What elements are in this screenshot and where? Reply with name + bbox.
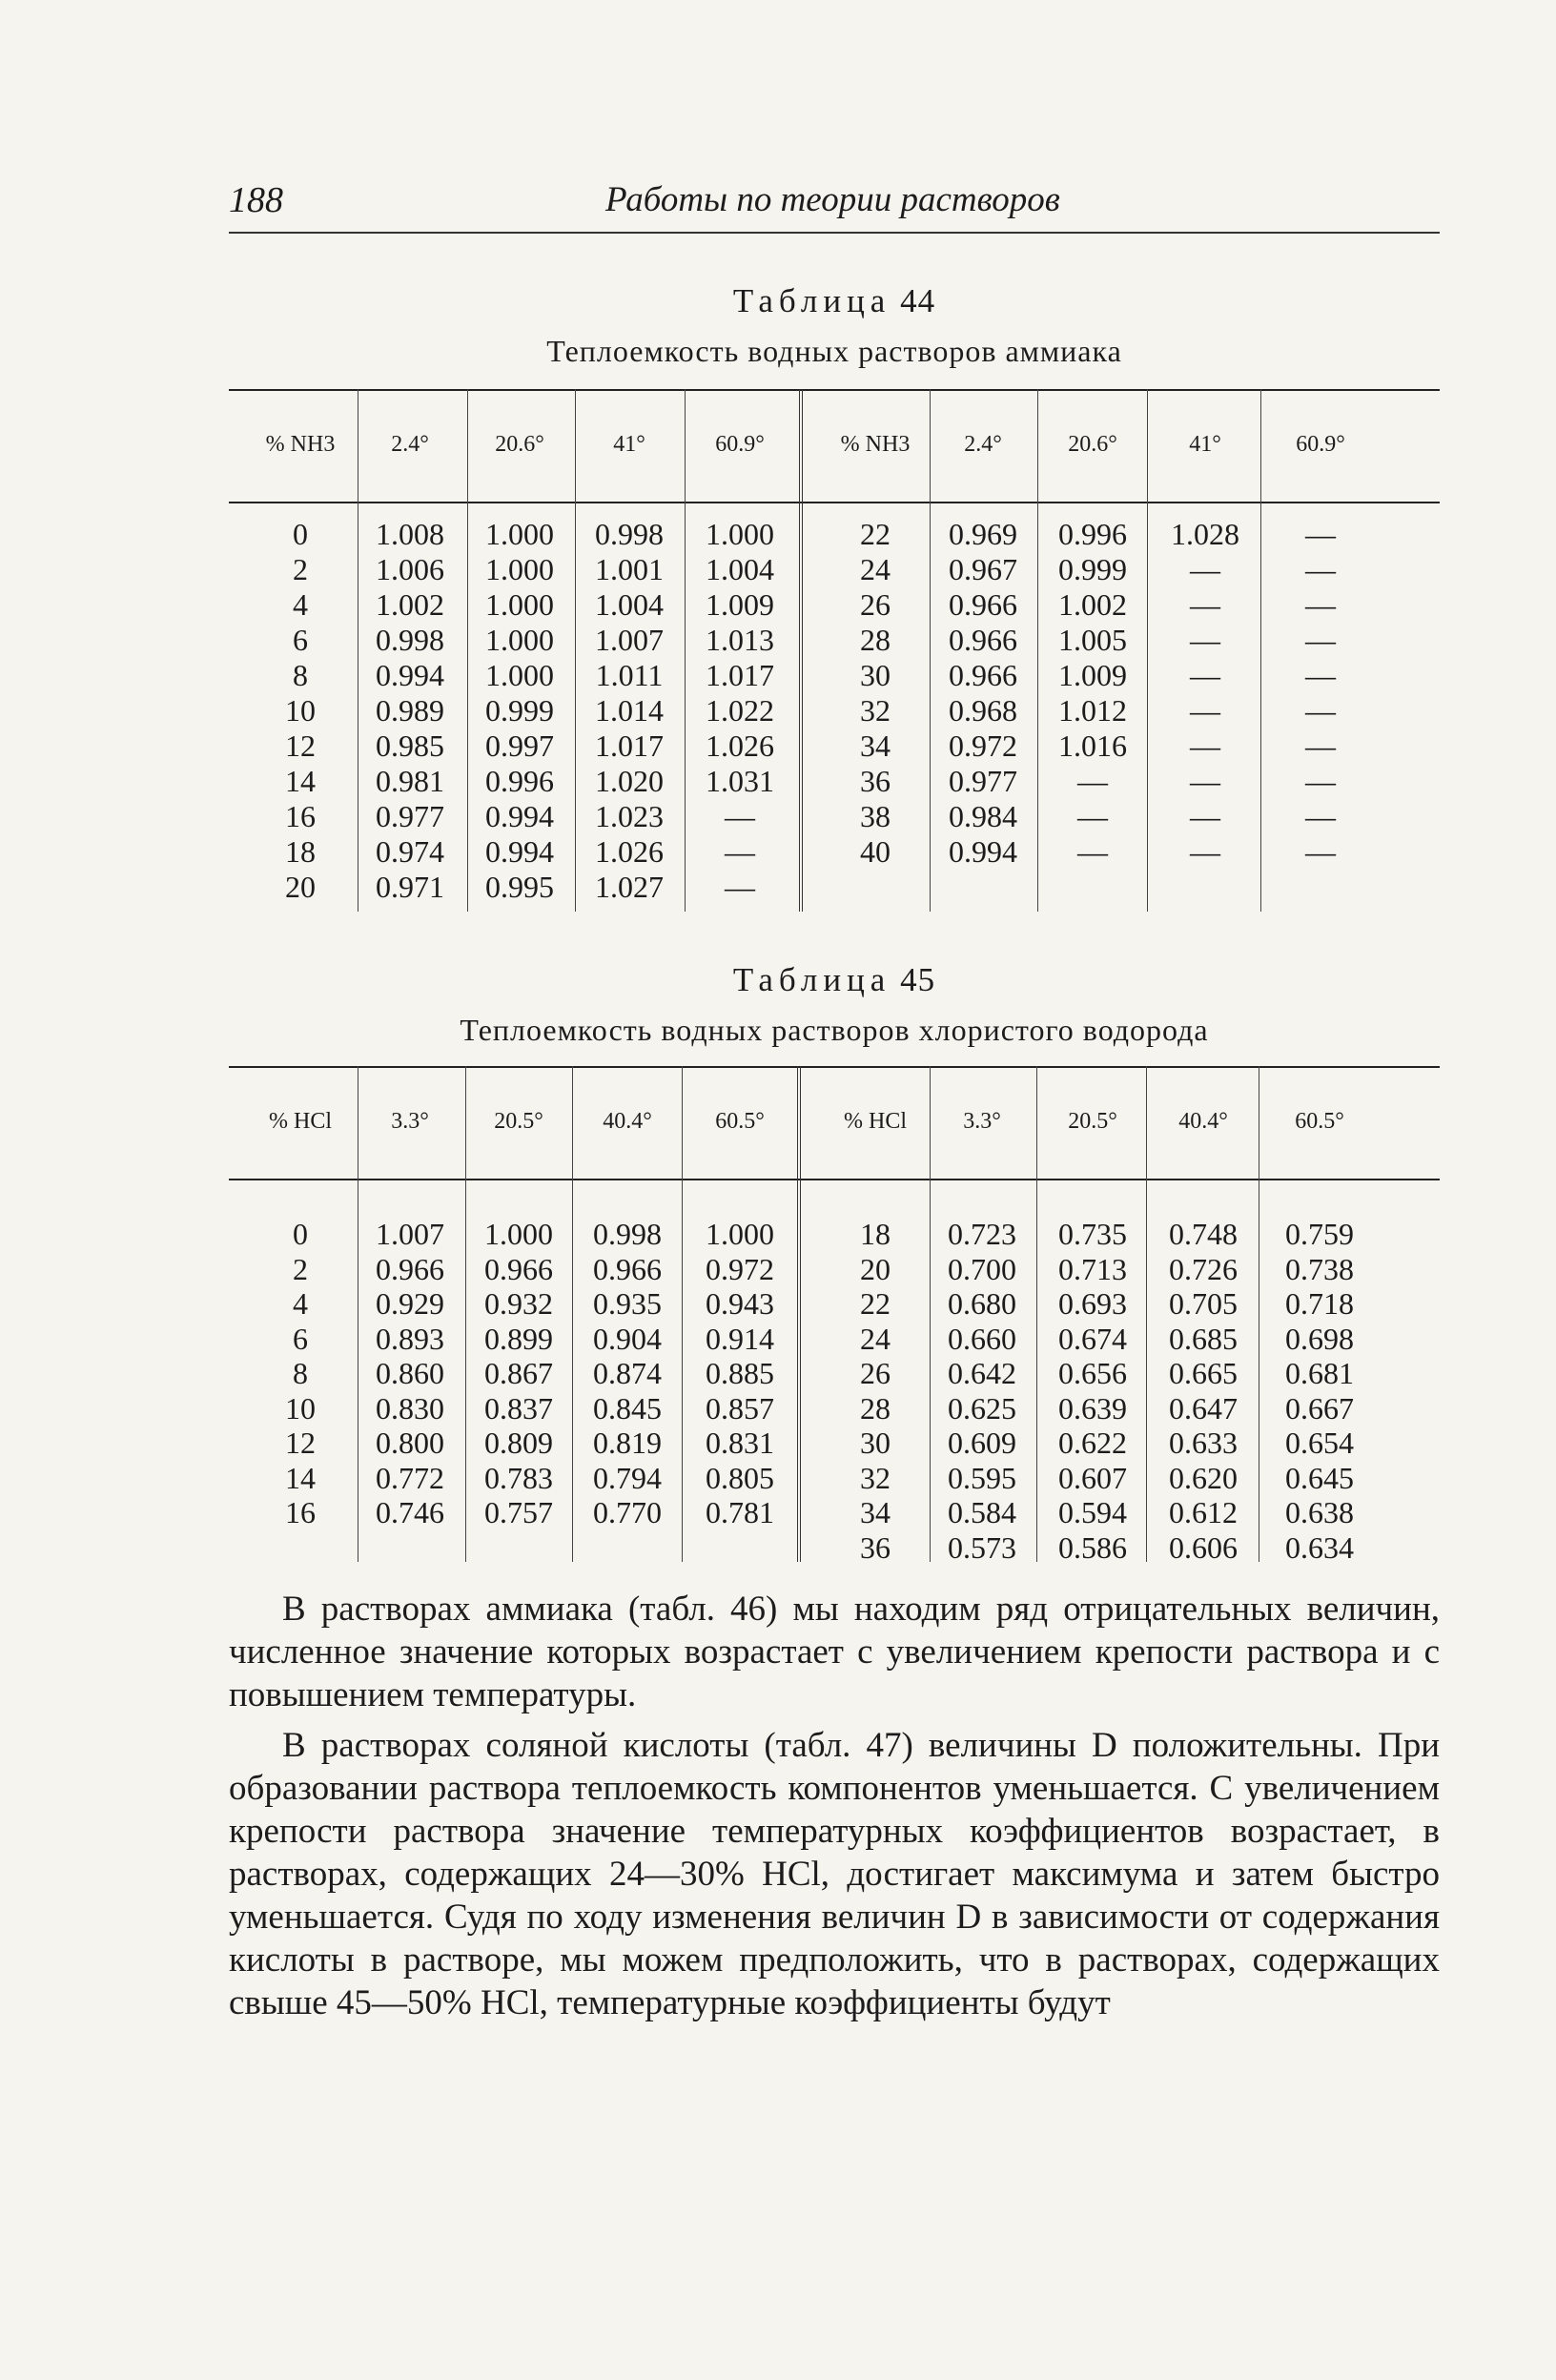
header-cell: 2.4° <box>964 432 1002 457</box>
table-cell: 1.011 <box>595 658 664 692</box>
table-cell: 0.584 <box>948 1495 1016 1529</box>
header-cell: 3.3° <box>391 1109 429 1134</box>
table-cell: 0.977 <box>949 764 1017 798</box>
table-cell: 0.642 <box>948 1356 1016 1390</box>
table-cell: — <box>1190 834 1220 869</box>
table-cell: 1.013 <box>706 623 774 657</box>
table-cell: 0.805 <box>706 1460 774 1495</box>
table-cell: 1.012 <box>1058 693 1127 728</box>
table-cell: — <box>1305 834 1336 869</box>
table-cell: — <box>1305 693 1336 728</box>
row-label: 18 <box>285 834 316 869</box>
table-cell: 0.999 <box>1058 552 1127 586</box>
table-cell: 0.700 <box>948 1251 1016 1286</box>
table-cell: 0.645 <box>1285 1460 1354 1495</box>
row-label: 12 <box>285 1426 316 1460</box>
table-cell: — <box>1190 693 1220 728</box>
table-cell: 0.639 <box>1058 1390 1127 1426</box>
paragraph-1: В растворах аммиака (табл. 46) мы находим ряд отрицательных величин, численное значение которых возрастает с увеличением крепости раствора и с повышением температуры. <box>229 1590 1440 1714</box>
table-44-caption-number: 44 <box>900 282 936 319</box>
table-cell: 1.016 <box>1058 728 1127 763</box>
table-cell: 0.654 <box>1285 1426 1354 1460</box>
row-label: 34 <box>860 728 891 763</box>
row-label: 8 <box>293 658 308 692</box>
table-44-caption <box>229 282 1440 320</box>
table-cell: 0.994 <box>485 799 554 833</box>
table-cell: 0.966 <box>376 1251 444 1286</box>
body-text <box>229 1588 1440 2032</box>
table-cell: 0.893 <box>376 1321 444 1356</box>
table-cell: 0.757 <box>484 1495 553 1529</box>
table-cell: 0.647 <box>1169 1390 1238 1426</box>
table-45-caption-number: 45 <box>900 961 936 998</box>
table-44-subtitle: Теплоемкость водных растворов аммиака <box>546 334 1122 368</box>
table-cell: 1.007 <box>376 1217 444 1251</box>
header-cell: 60.5° <box>715 1109 765 1134</box>
table-cell: 0.977 <box>376 799 444 833</box>
table-cell: 0.845 <box>593 1390 662 1426</box>
row-label: 14 <box>285 1460 316 1495</box>
row-label: 2 <box>293 552 308 586</box>
table-cell: 0.809 <box>484 1426 553 1460</box>
row-label: 2 <box>293 1251 308 1286</box>
table-cell: 0.943 <box>706 1286 774 1321</box>
table-cell: 1.023 <box>595 799 664 833</box>
header-cell: 41° <box>1189 432 1221 457</box>
table-cell: 1.028 <box>1171 517 1239 551</box>
table-cell: 0.966 <box>949 587 1017 622</box>
header-cell: 20.6° <box>1068 432 1117 457</box>
table-cell: 0.800 <box>376 1426 444 1460</box>
table-45-subtitle: Теплоемкость водных растворов хлористого водорода <box>460 1013 1209 1047</box>
table-cell: 0.995 <box>485 870 554 904</box>
table-cell: 0.681 <box>1285 1356 1354 1390</box>
table-cell: 0.667 <box>1285 1390 1354 1426</box>
table-cell: 0.622 <box>1058 1426 1127 1460</box>
table-cell: 0.998 <box>376 623 444 657</box>
table-cell: — <box>1190 799 1220 833</box>
table-cell: 0.999 <box>485 693 554 728</box>
table-cell: 0.984 <box>949 799 1017 833</box>
table-cell: 1.000 <box>706 1217 774 1251</box>
table-cell: — <box>1190 764 1220 798</box>
table-cell: 0.996 <box>1058 517 1127 551</box>
table-cell: 0.885 <box>706 1356 774 1390</box>
table-cell: — <box>1305 728 1336 763</box>
table-cell: 0.972 <box>949 728 1017 763</box>
row-label: 24 <box>860 552 891 586</box>
row-label: 36 <box>860 764 891 798</box>
header-cell: % HCl <box>269 1109 332 1134</box>
table-cell: — <box>1305 587 1336 622</box>
row-label: 4 <box>293 1286 308 1321</box>
table-cell: 1.008 <box>376 517 444 551</box>
row-label: 20 <box>285 870 316 904</box>
table-cell: 0.723 <box>948 1217 1016 1251</box>
header-cell: 20.5° <box>494 1109 543 1134</box>
row-label: 20 <box>860 1251 891 1286</box>
table-cell: — <box>1305 552 1336 586</box>
table-cell: 0.746 <box>376 1495 444 1529</box>
table-cell: 0.595 <box>948 1460 1016 1495</box>
column-rule <box>575 389 576 912</box>
paragraph-2: В растворах соляной кислоты (табл. 47) величины D положительны. При образовании раствора теплоемкость компонентов уменьшается. С увеличением крепости раствора значение температурных коэффициентов возрастает, в растворах, содержащих 24—30% HCl, достигает максимума и затем быстро уменьшается. Судя по ходу изменения величин D в зависимости от содержания кислоты в растворе, мы можем предположить, что в растворах, содержащих свыше 45—50% HCl, температурные коэффициенты будут <box>229 1726 1440 2022</box>
row-label: 26 <box>860 587 891 622</box>
table-cell: — <box>1077 764 1108 798</box>
table-cell: 0.932 <box>484 1286 553 1321</box>
table-cell: 0.971 <box>376 870 444 904</box>
table-cell: 1.002 <box>1058 587 1127 622</box>
table-top-rule <box>229 389 1440 391</box>
table-cell: 1.009 <box>1058 658 1127 692</box>
table-cell: 1.000 <box>485 517 554 551</box>
row-label: 30 <box>860 658 891 692</box>
row-label: 18 <box>860 1217 891 1251</box>
table-45 <box>229 1066 1440 1571</box>
running-title: Работы по теории растворов <box>605 180 1060 219</box>
table-cell: 0.609 <box>948 1426 1016 1460</box>
page-number: 188 <box>229 180 283 220</box>
table-cell: 0.705 <box>1169 1286 1238 1321</box>
table-cell: — <box>725 799 755 833</box>
table-cell: 0.674 <box>1058 1321 1127 1356</box>
column-rule <box>1147 389 1148 912</box>
table-cell: 0.660 <box>948 1321 1016 1356</box>
table-cell: 0.837 <box>484 1390 553 1426</box>
table-cell: 0.819 <box>593 1426 662 1460</box>
table-cell: 0.794 <box>593 1460 662 1495</box>
header-cell: 40.4° <box>1178 1109 1228 1134</box>
table-cell: — <box>1305 623 1336 657</box>
header-cell: 3.3° <box>963 1109 1001 1134</box>
header-cell: 20.5° <box>1068 1109 1117 1134</box>
column-rule <box>685 389 686 912</box>
table-cell: 0.680 <box>948 1286 1016 1321</box>
header-cell: 40.4° <box>603 1109 652 1134</box>
table-cell: 0.620 <box>1169 1460 1238 1495</box>
table-cell: 0.573 <box>948 1529 1016 1565</box>
table-cell: 0.638 <box>1285 1495 1354 1529</box>
table-cell: 0.726 <box>1169 1251 1238 1286</box>
table-cell: 0.770 <box>593 1495 662 1529</box>
table-cell: 0.966 <box>484 1251 553 1286</box>
table-cell: 0.996 <box>485 764 554 798</box>
table-cell: 0.633 <box>1169 1426 1238 1460</box>
row-label: 12 <box>285 728 316 763</box>
table-cell: — <box>1190 587 1220 622</box>
table-cell: — <box>725 834 755 869</box>
column-rule <box>1037 389 1038 912</box>
header-cell: 60.9° <box>1296 432 1345 457</box>
table-cell: 0.998 <box>595 517 664 551</box>
header-cell: 20.6° <box>495 432 544 457</box>
table-cell: 1.027 <box>595 870 664 904</box>
table-cell: 1.000 <box>485 552 554 586</box>
table-cell: 0.874 <box>593 1356 662 1390</box>
table-cell: 1.000 <box>484 1217 553 1251</box>
table-cell: 0.974 <box>376 834 444 869</box>
header-cell: 60.9° <box>715 432 765 457</box>
header-cell: 2.4° <box>391 432 429 457</box>
column-rule <box>682 1066 683 1562</box>
table-cell: 1.009 <box>706 587 774 622</box>
table-cell: — <box>725 870 755 904</box>
table-cell: 1.001 <box>595 552 664 586</box>
table-cell: 0.994 <box>949 834 1017 869</box>
table-header-rule <box>229 502 1440 503</box>
row-label: 32 <box>860 1460 891 1495</box>
table-cell: — <box>1305 517 1336 551</box>
table-cell: 0.997 <box>485 728 554 763</box>
table-cell: 1.020 <box>595 764 664 798</box>
table-cell: 0.586 <box>1058 1529 1127 1565</box>
table-cell: 0.914 <box>706 1321 774 1356</box>
table-cell: 0.935 <box>593 1286 662 1321</box>
table-45-caption <box>229 961 1440 999</box>
row-label: 40 <box>860 834 891 869</box>
table-cell: 0.607 <box>1058 1460 1127 1495</box>
table-cell: 1.026 <box>706 728 774 763</box>
row-label: 38 <box>860 799 891 833</box>
table-cell: 0.625 <box>948 1390 1016 1426</box>
table-cell: 0.899 <box>484 1321 553 1356</box>
row-label: 16 <box>285 799 316 833</box>
table-cell: 1.002 <box>376 587 444 622</box>
table-cell: 1.000 <box>485 623 554 657</box>
table-cell: 1.014 <box>595 693 664 728</box>
table-cell: 1.017 <box>706 658 774 692</box>
table-cell: 0.656 <box>1058 1356 1127 1390</box>
table-cell: 0.967 <box>949 552 1017 586</box>
table-cell: 0.772 <box>376 1460 444 1495</box>
table-cell: 0.781 <box>706 1495 774 1529</box>
table-44-caption-word: Таблица <box>732 282 891 319</box>
table-cell: — <box>1190 728 1220 763</box>
table-cell: 0.966 <box>949 623 1017 657</box>
table-cell: 0.735 <box>1058 1217 1127 1251</box>
table-cell: 0.606 <box>1169 1529 1238 1565</box>
table-cell: 0.981 <box>376 764 444 798</box>
table-cell: 0.718 <box>1285 1286 1354 1321</box>
table-cell: — <box>1077 799 1108 833</box>
table-cell: 0.998 <box>593 1217 662 1251</box>
table-cell: 0.698 <box>1285 1321 1354 1356</box>
table-cell: — <box>1305 799 1336 833</box>
table-cell: — <box>1190 658 1220 692</box>
table-cell: 1.005 <box>1058 623 1127 657</box>
table-cell: — <box>1190 623 1220 657</box>
column-rule <box>1146 1066 1147 1562</box>
table-cell: 0.738 <box>1285 1251 1354 1286</box>
table-cell: 0.612 <box>1169 1495 1238 1529</box>
table-44 <box>229 389 1440 923</box>
header-rule <box>229 232 1440 234</box>
table-cell: 1.031 <box>706 764 774 798</box>
table-cell: 0.867 <box>484 1356 553 1390</box>
header-cell: % NH3 <box>265 432 336 457</box>
table-cell: 1.004 <box>595 587 664 622</box>
row-label: 22 <box>860 1286 891 1321</box>
table-cell: 1.000 <box>485 658 554 692</box>
table-cell: — <box>1305 658 1336 692</box>
row-label: 28 <box>860 623 891 657</box>
row-label: 10 <box>285 693 316 728</box>
column-rule <box>1036 1066 1037 1562</box>
row-label: 0 <box>293 1217 308 1251</box>
table-cell: — <box>1077 834 1108 869</box>
table-45-caption-word: Таблица <box>732 961 891 998</box>
table-cell: 1.017 <box>595 728 664 763</box>
table-middle-double-rule <box>799 389 803 912</box>
row-label: 26 <box>860 1356 891 1390</box>
table-cell: 1.004 <box>706 552 774 586</box>
table-cell: 0.994 <box>485 834 554 869</box>
header-cell: % NH3 <box>840 432 911 457</box>
row-label: 32 <box>860 693 891 728</box>
table-cell: 0.989 <box>376 693 444 728</box>
table-cell: 0.594 <box>1058 1495 1127 1529</box>
table-cell: 1.026 <box>595 834 664 869</box>
table-cell: 0.969 <box>949 517 1017 551</box>
row-label: 14 <box>285 764 316 798</box>
row-label: 10 <box>285 1390 316 1426</box>
row-label: 34 <box>860 1495 891 1529</box>
header-cell: 41° <box>613 432 645 457</box>
header-cell: 60.5° <box>1295 1109 1344 1134</box>
table-cell: — <box>1305 764 1336 798</box>
table-cell: 1.022 <box>706 693 774 728</box>
table-cell: 0.968 <box>949 693 1017 728</box>
table-cell: 0.929 <box>376 1286 444 1321</box>
table-cell: 0.966 <box>593 1251 662 1286</box>
table-cell: 0.634 <box>1285 1529 1354 1565</box>
table-cell: 0.685 <box>1169 1321 1238 1356</box>
table-cell: 0.783 <box>484 1460 553 1495</box>
table-cell: 0.966 <box>949 658 1017 692</box>
row-label: 36 <box>860 1529 891 1565</box>
table-cell: 0.972 <box>706 1251 774 1286</box>
header-cell: % HCl <box>844 1109 907 1134</box>
table-cell: 0.665 <box>1169 1356 1238 1390</box>
table-cell: 0.693 <box>1058 1286 1127 1321</box>
running-head <box>229 179 1440 229</box>
row-label: 30 <box>860 1426 891 1460</box>
row-label: 28 <box>860 1390 891 1426</box>
row-label: 6 <box>293 1321 308 1356</box>
table-cell: 1.006 <box>376 552 444 586</box>
table-cell: 1.000 <box>706 517 774 551</box>
table-cell: 0.994 <box>376 658 444 692</box>
table-cell: 0.748 <box>1169 1217 1238 1251</box>
table-cell: 0.985 <box>376 728 444 763</box>
table-cell: 0.857 <box>706 1390 774 1426</box>
row-label: 22 <box>860 517 891 551</box>
column-rule <box>572 1066 573 1562</box>
table-cell: 0.831 <box>706 1426 774 1460</box>
row-label: 4 <box>293 587 308 622</box>
table-middle-double-rule <box>797 1066 801 1562</box>
table-cell: 0.759 <box>1285 1217 1354 1251</box>
table-cell: 0.860 <box>376 1356 444 1390</box>
row-label: 24 <box>860 1321 891 1356</box>
row-label: 0 <box>293 517 308 551</box>
table-cell: 0.713 <box>1058 1251 1127 1286</box>
column-rule <box>1260 389 1261 912</box>
table-cell: 1.007 <box>595 623 664 657</box>
table-cell: 1.000 <box>485 587 554 622</box>
table-cell: 0.830 <box>376 1390 444 1426</box>
table-cell: 0.904 <box>593 1321 662 1356</box>
table-cell: — <box>1190 552 1220 586</box>
row-label: 16 <box>285 1495 316 1529</box>
row-label: 8 <box>293 1356 308 1390</box>
row-label: 6 <box>293 623 308 657</box>
